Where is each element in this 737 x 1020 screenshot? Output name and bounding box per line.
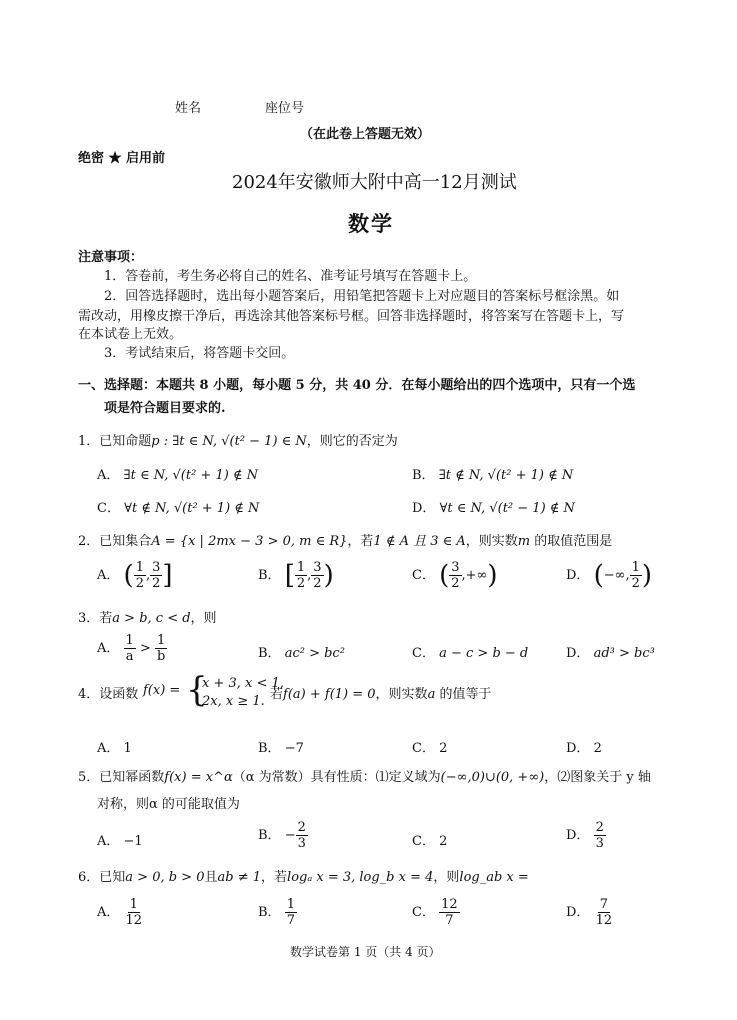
q3-option-d (566, 642, 655, 661)
fraction: $\frac{1}{7}$ (286, 897, 295, 928)
q1-stem-post: ，则它的否定为 (306, 434, 398, 449)
q4-case-2: 2x, x ≥ 1. (202, 694, 265, 709)
fraction: $\frac{12}{7}$ (441, 897, 458, 928)
option-letter: D． (566, 905, 590, 920)
q1-option-d-math: ∀t ∈ N, √(t² − 1) ∉ N (439, 501, 575, 516)
option-letter: C． (412, 741, 435, 756)
option-letter: A． (97, 568, 120, 583)
section-heading-line1: 一、选择题：本题共 8 小题，每小题 5 分，共 40 分．在每小题给出的四个选项中，只有一个选 (78, 378, 636, 393)
q4-stem-post: ，则实数 (375, 687, 428, 702)
q2-stem-pre: 2．已知集合 (78, 534, 152, 549)
q6-option-a (97, 897, 144, 928)
note-1: 1．答卷前，考生务必将自己的姓名、准考证号填写在答题卡上。 (104, 269, 477, 284)
q4-stem-end: 的值等于 (435, 687, 492, 702)
fraction: $\frac{1}{2}$ (296, 560, 306, 591)
q5-stem-mid: （α 为常数）具有性质：⑴定义域为 (232, 770, 441, 785)
option-letter: C． (412, 834, 435, 849)
q6-stem-mid: 且 (204, 870, 218, 885)
option-letter: A． (97, 905, 120, 920)
q6-stem-cond2: ab ≠ 1 (217, 870, 262, 885)
q4-option-c (412, 737, 447, 756)
q4-stem-rest (270, 683, 491, 702)
fraction: $\frac{1}{a}$ (125, 633, 134, 664)
q1-stem-pre: 1．已知命题 (78, 434, 152, 449)
q1-option-d (412, 497, 575, 516)
q6-option-b (258, 897, 297, 928)
q6-option-c (412, 897, 460, 928)
q1-stem (78, 430, 398, 449)
q4-option-c-value: 2 (439, 741, 448, 756)
q2-stem-post: ，则实数 (465, 534, 518, 549)
q5-stem-post: ，⑵图象关于 y 轴 (544, 770, 651, 785)
q6-stem-ask: log_ab x = (459, 870, 529, 885)
q1-option-a-math: ∃t ∈ N, √(t² + 1) ∉ N (123, 468, 259, 483)
option-letter: C． (412, 905, 435, 920)
q2-option-c (412, 560, 498, 591)
note-3: 3．考试结束后，将答题卡交回。 (104, 346, 295, 361)
option-letter: B． (258, 568, 281, 583)
q2-stem (78, 530, 612, 549)
option-letter: B． (412, 468, 435, 483)
fraction: $\frac{3}{2}$ (451, 560, 460, 591)
subject-title: 数学 (348, 211, 394, 236)
q4-fx: f(x) = (143, 683, 181, 698)
invalid-note: （在此卷上答题无效） (300, 127, 431, 142)
q2-option-b: B． [ $\frac{1}{2}$ , $\frac{3}{2}$ ) (258, 560, 334, 591)
option-letter: B． (258, 741, 281, 756)
fraction: $\frac{1}{2}$ (631, 560, 640, 591)
fraction: $\frac{2}{3}$ (297, 820, 306, 851)
fraction: $\frac{1}{12}$ (125, 897, 143, 928)
q4-option-d-value: 2 (593, 741, 602, 756)
fraction: $\frac{3}{2}$ (313, 560, 322, 591)
q3-option-d-math: ad³ > bc³ (593, 646, 655, 661)
q4-stem-cond: f(a) + f(1) = 0 (283, 687, 376, 702)
page-footer: 数学试卷第 1 页（共 4 页） (290, 945, 441, 959)
option-letter: C． (412, 568, 435, 583)
option-letter: D． (566, 568, 590, 583)
option-letter: A． (97, 468, 120, 483)
q4-option-a (97, 737, 132, 756)
q4-stem-var: a (427, 687, 436, 702)
q6-stem-post: ，则 (433, 870, 460, 885)
q5-stem-line2: 对称，则α 的可能取值为 (97, 797, 240, 812)
fraction: $\frac{1}{2}$ (135, 560, 144, 591)
note-2b: 需改动，用橡皮擦干净后，再选涂其他答案标号框。回答非选择题时，将答案写在答题卡上，写 (78, 309, 625, 324)
q5-stem-math: f(x) = x^α (164, 770, 233, 785)
paren: ) (487, 560, 498, 591)
option-letter: A． (97, 834, 120, 849)
option-letter: B． (258, 828, 281, 843)
q4-option-a-value: 1 (123, 741, 132, 756)
q5-option-c (412, 830, 447, 849)
q5-stem (78, 766, 651, 785)
q5-option-a-value: −1 (123, 834, 143, 849)
note-2c: 在本试卷上无效。 (78, 327, 183, 342)
minus-sign: − (284, 828, 296, 843)
q6-stem-pre: 6．已知 (78, 870, 126, 885)
q3-stem-post: ，则 (190, 611, 217, 626)
option-letter: C． (97, 501, 120, 516)
fraction: $\frac{2}{3}$ (595, 820, 604, 851)
fraction: $\frac{3}{2}$ (152, 560, 161, 591)
name-label: 姓名 (175, 101, 202, 116)
q4-brace: { (186, 670, 208, 710)
paren: ( (593, 560, 604, 591)
q2-option-a: A． ( $\frac{1}{2}$ , $\frac{3}{2}$ ] (97, 560, 173, 591)
q4-option-d (566, 737, 602, 756)
q6-stem-mid2: ，若 (261, 870, 288, 885)
paren: ( (123, 560, 134, 591)
q6-option-d (566, 897, 614, 928)
comparison-op: > (139, 641, 151, 656)
paren: [ (284, 560, 295, 591)
q3-option-b-math: ac² > bc² (284, 646, 345, 661)
q2-stem-end: 的取值范围是 (530, 534, 613, 549)
q3-option-a (97, 633, 167, 664)
note-2a: 2．回答选择题时，选出每小题答案后，用铅笔把答题卡上对应题目的答案标号框涂黑。如 (104, 289, 620, 304)
paren: ) (323, 560, 334, 591)
paren: ( (439, 560, 450, 591)
interval-tail: ,+∞ (461, 568, 488, 583)
q6-stem (78, 866, 529, 885)
q1-option-c-math: ∀t ∉ N, √(t² + 1) ∉ N (124, 501, 260, 516)
q4-option-b (258, 737, 304, 756)
paren: ) (641, 560, 653, 591)
q5-option-a (97, 830, 143, 849)
q3-stem-pre: 3．若 (78, 611, 113, 626)
q4-option-b-value: −7 (284, 741, 304, 756)
q2-option-d (566, 560, 652, 591)
interval-head: −∞, (603, 568, 630, 583)
q4-stem-mid: 若 (270, 687, 284, 702)
q4-stem-pre: 4．设函数 (78, 687, 139, 702)
option-letter: B． (258, 905, 281, 920)
q3-option-b (258, 642, 345, 661)
q5-option-d (566, 820, 606, 851)
option-letter: D． (566, 741, 590, 756)
option-letter: D． (412, 501, 436, 516)
exam-title: 2024年安徽师大附中高一12月测试 (232, 172, 517, 193)
option-letter: B． (258, 646, 281, 661)
q1-stem-math: p : ∃t ∈ N, √(t² − 1) ∈ N (151, 434, 307, 449)
notes-heading: 注意事项： (78, 250, 144, 265)
q1-option-b (412, 464, 573, 483)
q2-stem-cond: 1 ∉ A 且 3 ∈ A (373, 534, 466, 549)
q5-option-c-value: 2 (439, 834, 448, 849)
q2-stem-math: A = {x | 2mx − 3 > 0, m ∈ R} (151, 534, 348, 549)
q4-case-1: x + 3, x < 1, (202, 676, 284, 691)
secret-label: 绝密 ★ 启用前 (78, 151, 166, 166)
q3-option-c (412, 642, 528, 661)
q2-stem-mid: ，若 (347, 534, 374, 549)
q5-stem-pre: 5．已知幂函数 (78, 770, 165, 785)
option-letter: A． (97, 641, 120, 656)
option-letter: A． (97, 741, 120, 756)
q3-stem-math: a > b, c < d (112, 611, 191, 626)
fraction: $\frac{7}{12}$ (595, 897, 613, 928)
fraction: $\frac{1}{b}$ (157, 633, 166, 664)
q5-stem-domain: (−∞,0)∪(0, +∞) (440, 770, 545, 785)
paren: ] (162, 560, 173, 591)
option-letter: D． (566, 828, 590, 843)
q2-stem-var: m (517, 534, 531, 549)
q3-stem (78, 607, 217, 626)
q1-option-c (97, 497, 259, 516)
option-letter: D． (566, 646, 590, 661)
q1-option-a (97, 464, 258, 483)
q6-stem-cond: a > 0, b > 0 (125, 870, 205, 885)
q5-option-b (258, 820, 308, 851)
q3-option-c-math: a − c > b − d (439, 646, 529, 661)
q1-option-b-math: ∃t ∉ N, √(t² + 1) ∉ N (438, 468, 574, 483)
section-heading-line2: 项是符合题目要求的. (104, 401, 226, 416)
q6-stem-logs: logₐ x = 3, log_b x = 4 (287, 870, 434, 885)
seat-label: 座位号 (265, 101, 305, 116)
option-letter: C． (412, 646, 435, 661)
